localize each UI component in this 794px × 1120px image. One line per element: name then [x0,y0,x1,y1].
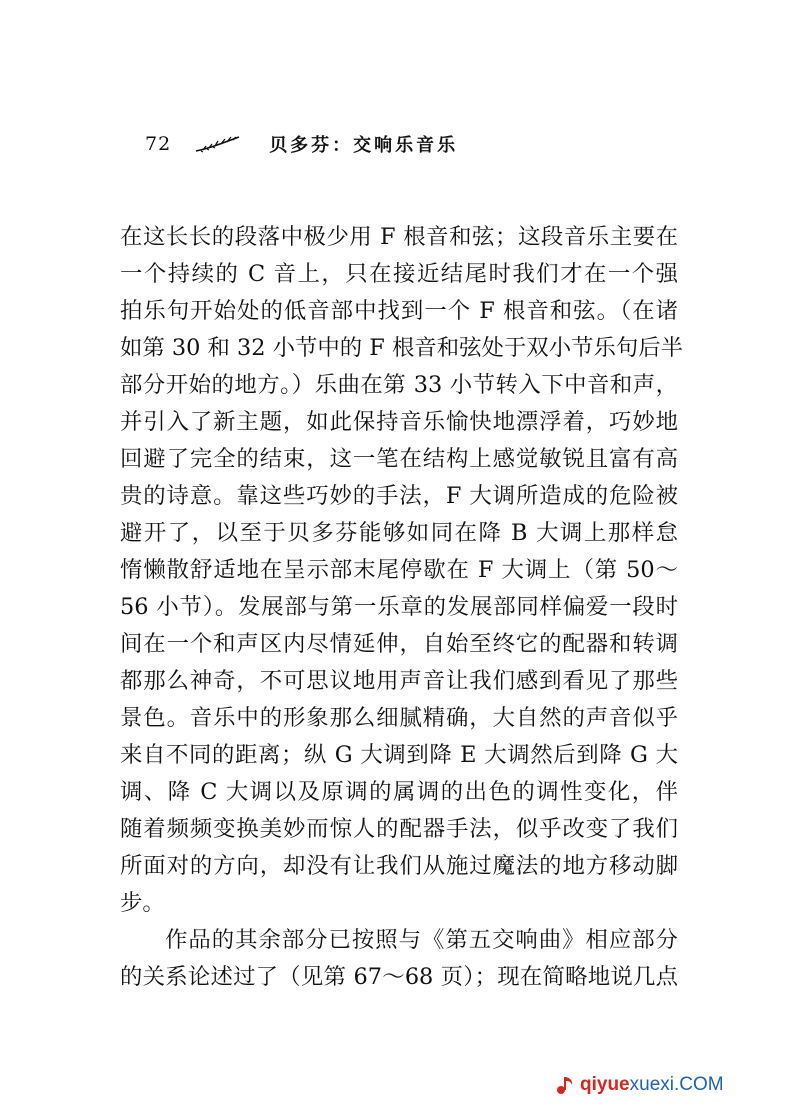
watermark-text-blue: xuexi.COM [629,1074,724,1095]
flourish-ornament-icon [195,135,241,153]
text-line: 部分开始的地方。）乐曲在第 33 小节转入下中音和声， [120,372,678,398]
running-title: 贝多芬：交响乐音乐 [269,135,459,156]
text-line: 都那么神奇，不可思议地用声音让我们感到看见了那些 [120,668,678,694]
watermark-text-red: qiyue [580,1074,630,1095]
text-line: 随着频频变换美妙而惊人的配器手法，似乎改变了我们 [120,816,678,842]
music-note-icon [555,1074,577,1096]
text-line: 惰懒散舒适地在呈示部末尾停歇在 F 大调上（第 50～ [120,557,678,583]
text-line: 并引入了新主题，如此保持音乐愉快地漂浮着，巧妙地 [120,409,678,435]
paragraph-last-line: 步。 [120,890,165,916]
text-line: 景色。音乐中的形象那么细腻精确，大自然的声音似乎 [120,705,678,731]
text-line: 在这长长的段落中极少用 F 根音和弦；这段音乐主要在 [120,224,678,250]
text-line: 的关系论述过了（见第 67～68 页）；现在简略地说几点 [120,964,678,990]
text-line: 调、降 C 大调以及原调的属调的出色的调性变化，伴 [120,779,678,805]
paragraph-first-line: 作品的其余部分已按照与《第五交响曲》相应部分 [165,927,678,953]
text-line: 如第 30 和 32 小节中的 F 根音和弦处于双小节乐句后半 [120,335,684,361]
body-text [120,219,684,996]
text-line: 56 小节）。发展部与第一乐章的发展部同样偏爱一段时 [120,594,678,620]
site-watermark [555,1074,724,1096]
text-line: 一个持续的 C 音上，只在接近结尾时我们才在一个强 [120,261,678,287]
text-line: 拍乐句开始处的低音部中找到一个 F 根音和弦。（在诸 [120,298,678,324]
text-line: 贵的诗意。靠这些巧妙的手法，F 大调所造成的危险被 [120,483,678,509]
page-number: 72 [145,133,172,155]
text-line: 来自不同的距离；纵 G 大调到降 E 大调然后到降 G 大 [120,742,678,768]
text-line: 间在一个和声区内尽情延伸，自始至终它的配器和转调 [120,631,678,657]
text-line: 回避了完全的结束，这一笔在结构上感觉敏锐且富有高 [120,446,678,472]
text-line: 所面对的方向，却没有让我们从施过魔法的地方移动脚 [120,853,678,879]
page-header [145,126,458,162]
text-line: 避开了，以至于贝多芬能够如同在降 B 大调上那样怠 [120,520,678,546]
